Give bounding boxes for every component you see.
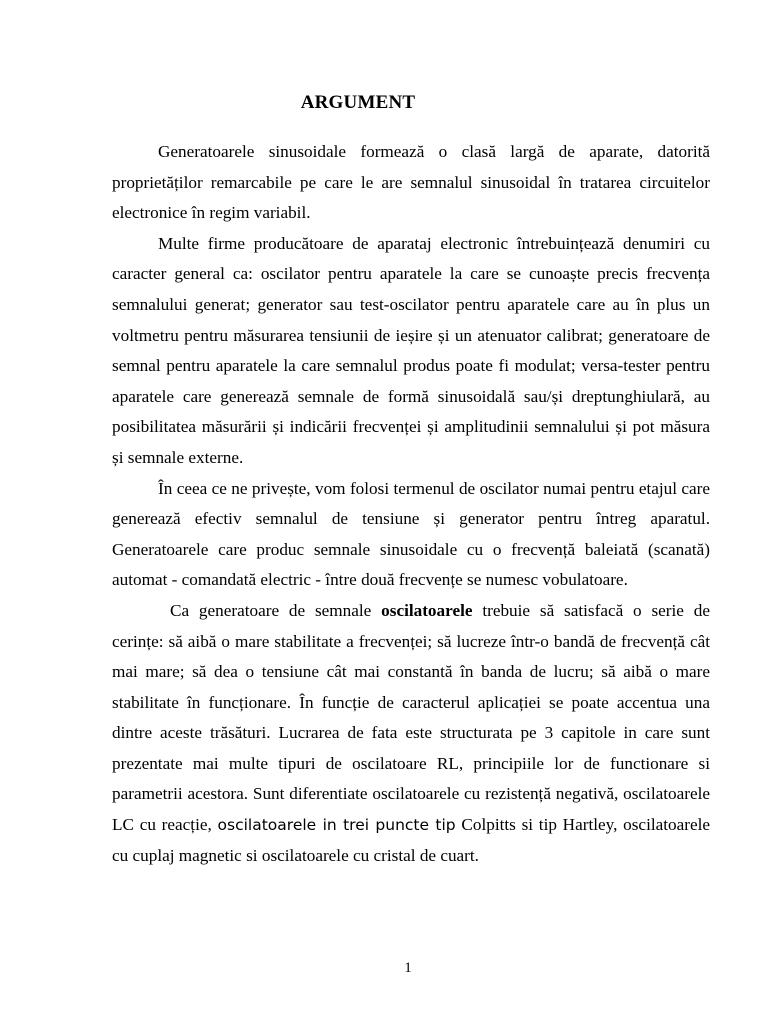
sans-phrase-three-point: oscilatoarele in trei puncte tip (217, 816, 456, 835)
bold-term-oscilatoarele: oscilatoarele (381, 600, 473, 620)
paragraph-intro: Generatoarele sinusoidale formează o clasă largă de aparate, datorită proprietăților remarcabile pe care le are semnalul sinusoidal în tratarea circuitelor electronice în regim variabil. (112, 142, 710, 223)
page-number: 1 (404, 960, 412, 976)
paragraph-requirements-middle: trebuie să satisfacă o serie de cerințe: să aibă o mare stabilitate a frecvenței; să lucreze într-o bandă de frecvență cât mai mare; să dea o tensiune cât mai constantă în banda de lucru; să aibă o mare stabilitate în funcționare. În funcție de caracterul aplicației se poate accentua una dintre aceste trăsături. Lucrarea de fata este structurata pe 3 capitole in care sunt prezentate mai multe tipuri de oscilatoare RL, principiile lor de functionare si parametrii acestora. Sunt diferentiate oscilatoarele cu rezistență negativă, oscilatoarele LC cu reacție, (112, 600, 711, 835)
paragraph-requirements-end: Colpitts si tip Hartley, oscilatoarele cu cuplaj magnetic si oscilatoarele cu cristal de cuart. (112, 815, 710, 865)
paragraph-terminology: În ceea ce ne privește, vom folosi termenul de oscilator numai pentru etajul care generează efectiv semnalul de tensiune și generator pentru întreg aparatul. Generatoarele care produc semnale sinusoidale cu o frecvență baleiată (scanată) automat - comandată electric - între două frecvențe se numesc vobulatoare. (112, 478, 710, 590)
paragraph-requirements-start: Ca generatoare de semnale (170, 600, 372, 620)
page-title: ARGUMENT (300, 92, 416, 113)
document-body (112, 137, 710, 871)
paragraph-requirements (112, 596, 710, 871)
paragraph-definitions: Multe firme producătoare de aparataj electronic întrebuințează denumiri cu caracter general ca: oscilator pentru aparatele la care se cunoaște precis frecvența semnalului generat; generator sau test-oscilator pentru aparatele care au în plus un voltmetru pentru măsurarea tensiunii de ieșire și un atenuator calibrat; generatoare de semnal pentru aparatele la care semnalul produs poate fi modulat; versa-tester pentru aparatele care generează semnale de formă sinusoidală sau/și dreptunghiulară, au posibilitatea măsurării și indicării frecvenței și amplitudinii semnalului și pot măsura și semnale externe. (112, 233, 710, 467)
